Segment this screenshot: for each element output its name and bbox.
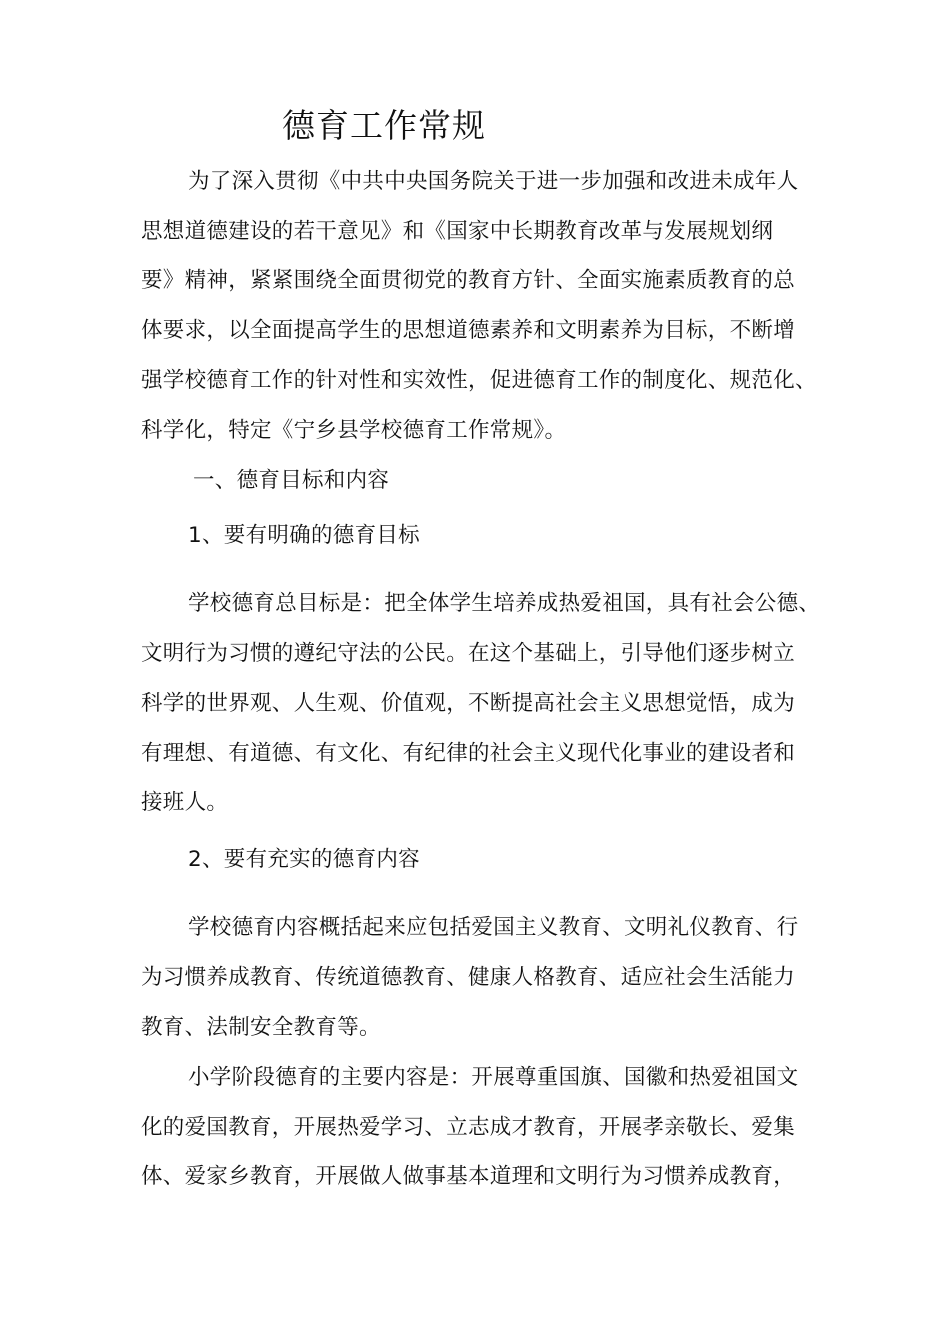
- intro-line-1: 为了深入贯彻《中共中央国务院关于进一步加强和改进未成年人: [188, 169, 799, 194]
- intro-line-6: 科学化，特定《宁乡县学校德育工作常规》。: [141, 418, 567, 443]
- subsection-heading-2: 2、要有充实的德育内容: [188, 847, 420, 872]
- goal-line-3: 科学的世界观、人生观、价值观，不断提高社会主义思想觉悟，成为: [141, 691, 796, 716]
- primary-line-2: 化的爱国教育，开展热爱学习、立志成才教育，开展孝亲敬长、爱集: [141, 1115, 796, 1140]
- content-line-2: 为习惯养成教育、传统道德教育、健康人格教育、适应社会生活能力: [141, 965, 796, 990]
- goal-line-4: 有理想、有道德、有文化、有纪律的社会主义现代化事业的建设者和: [141, 741, 796, 766]
- goal-line-2: 文明行为习惯的遵纪守法的公民。在这个基础上，引导他们逐步树立: [141, 641, 796, 666]
- primary-line-3: 体、爱家乡教育，开展做人做事基本道理和文明行为习惯养成教育，: [141, 1164, 796, 1189]
- goal-line-5: 接班人。: [141, 790, 229, 815]
- content-line-3: 教育、法制安全教育等。: [141, 1015, 381, 1040]
- intro-line-2: 思想道德建设的若干意见》和《国家中长期教育改革与发展规划纲: [141, 219, 774, 244]
- subsection-heading-1: 1、要有明确的德育目标: [188, 523, 420, 548]
- content-line-1: 学校德育内容概括起来应包括爱国主义教育、文明礼仪教育、行: [188, 915, 799, 940]
- intro-line-4: 体要求，以全面提高学生的思想道德素养和文明素养为目标，不断增: [141, 318, 796, 343]
- intro-line-3: 要》精神，紧紧围绕全面贯彻党的教育方针、全面实施素质教育的总: [141, 268, 796, 293]
- document-title: 德育工作常规: [282, 106, 486, 145]
- intro-line-5: 强学校德育工作的针对性和实效性，促进德育工作的制度化、规范化、: [141, 368, 817, 393]
- section-heading-1: 一、德育目标和内容: [193, 468, 390, 493]
- goal-line-1: 学校德育总目标是：把全体学生培养成热爱祖国，具有社会公德、: [188, 591, 821, 616]
- primary-line-1: 小学阶段德育的主要内容是：开展尊重国旗、国徽和热爱祖国文: [188, 1065, 799, 1090]
